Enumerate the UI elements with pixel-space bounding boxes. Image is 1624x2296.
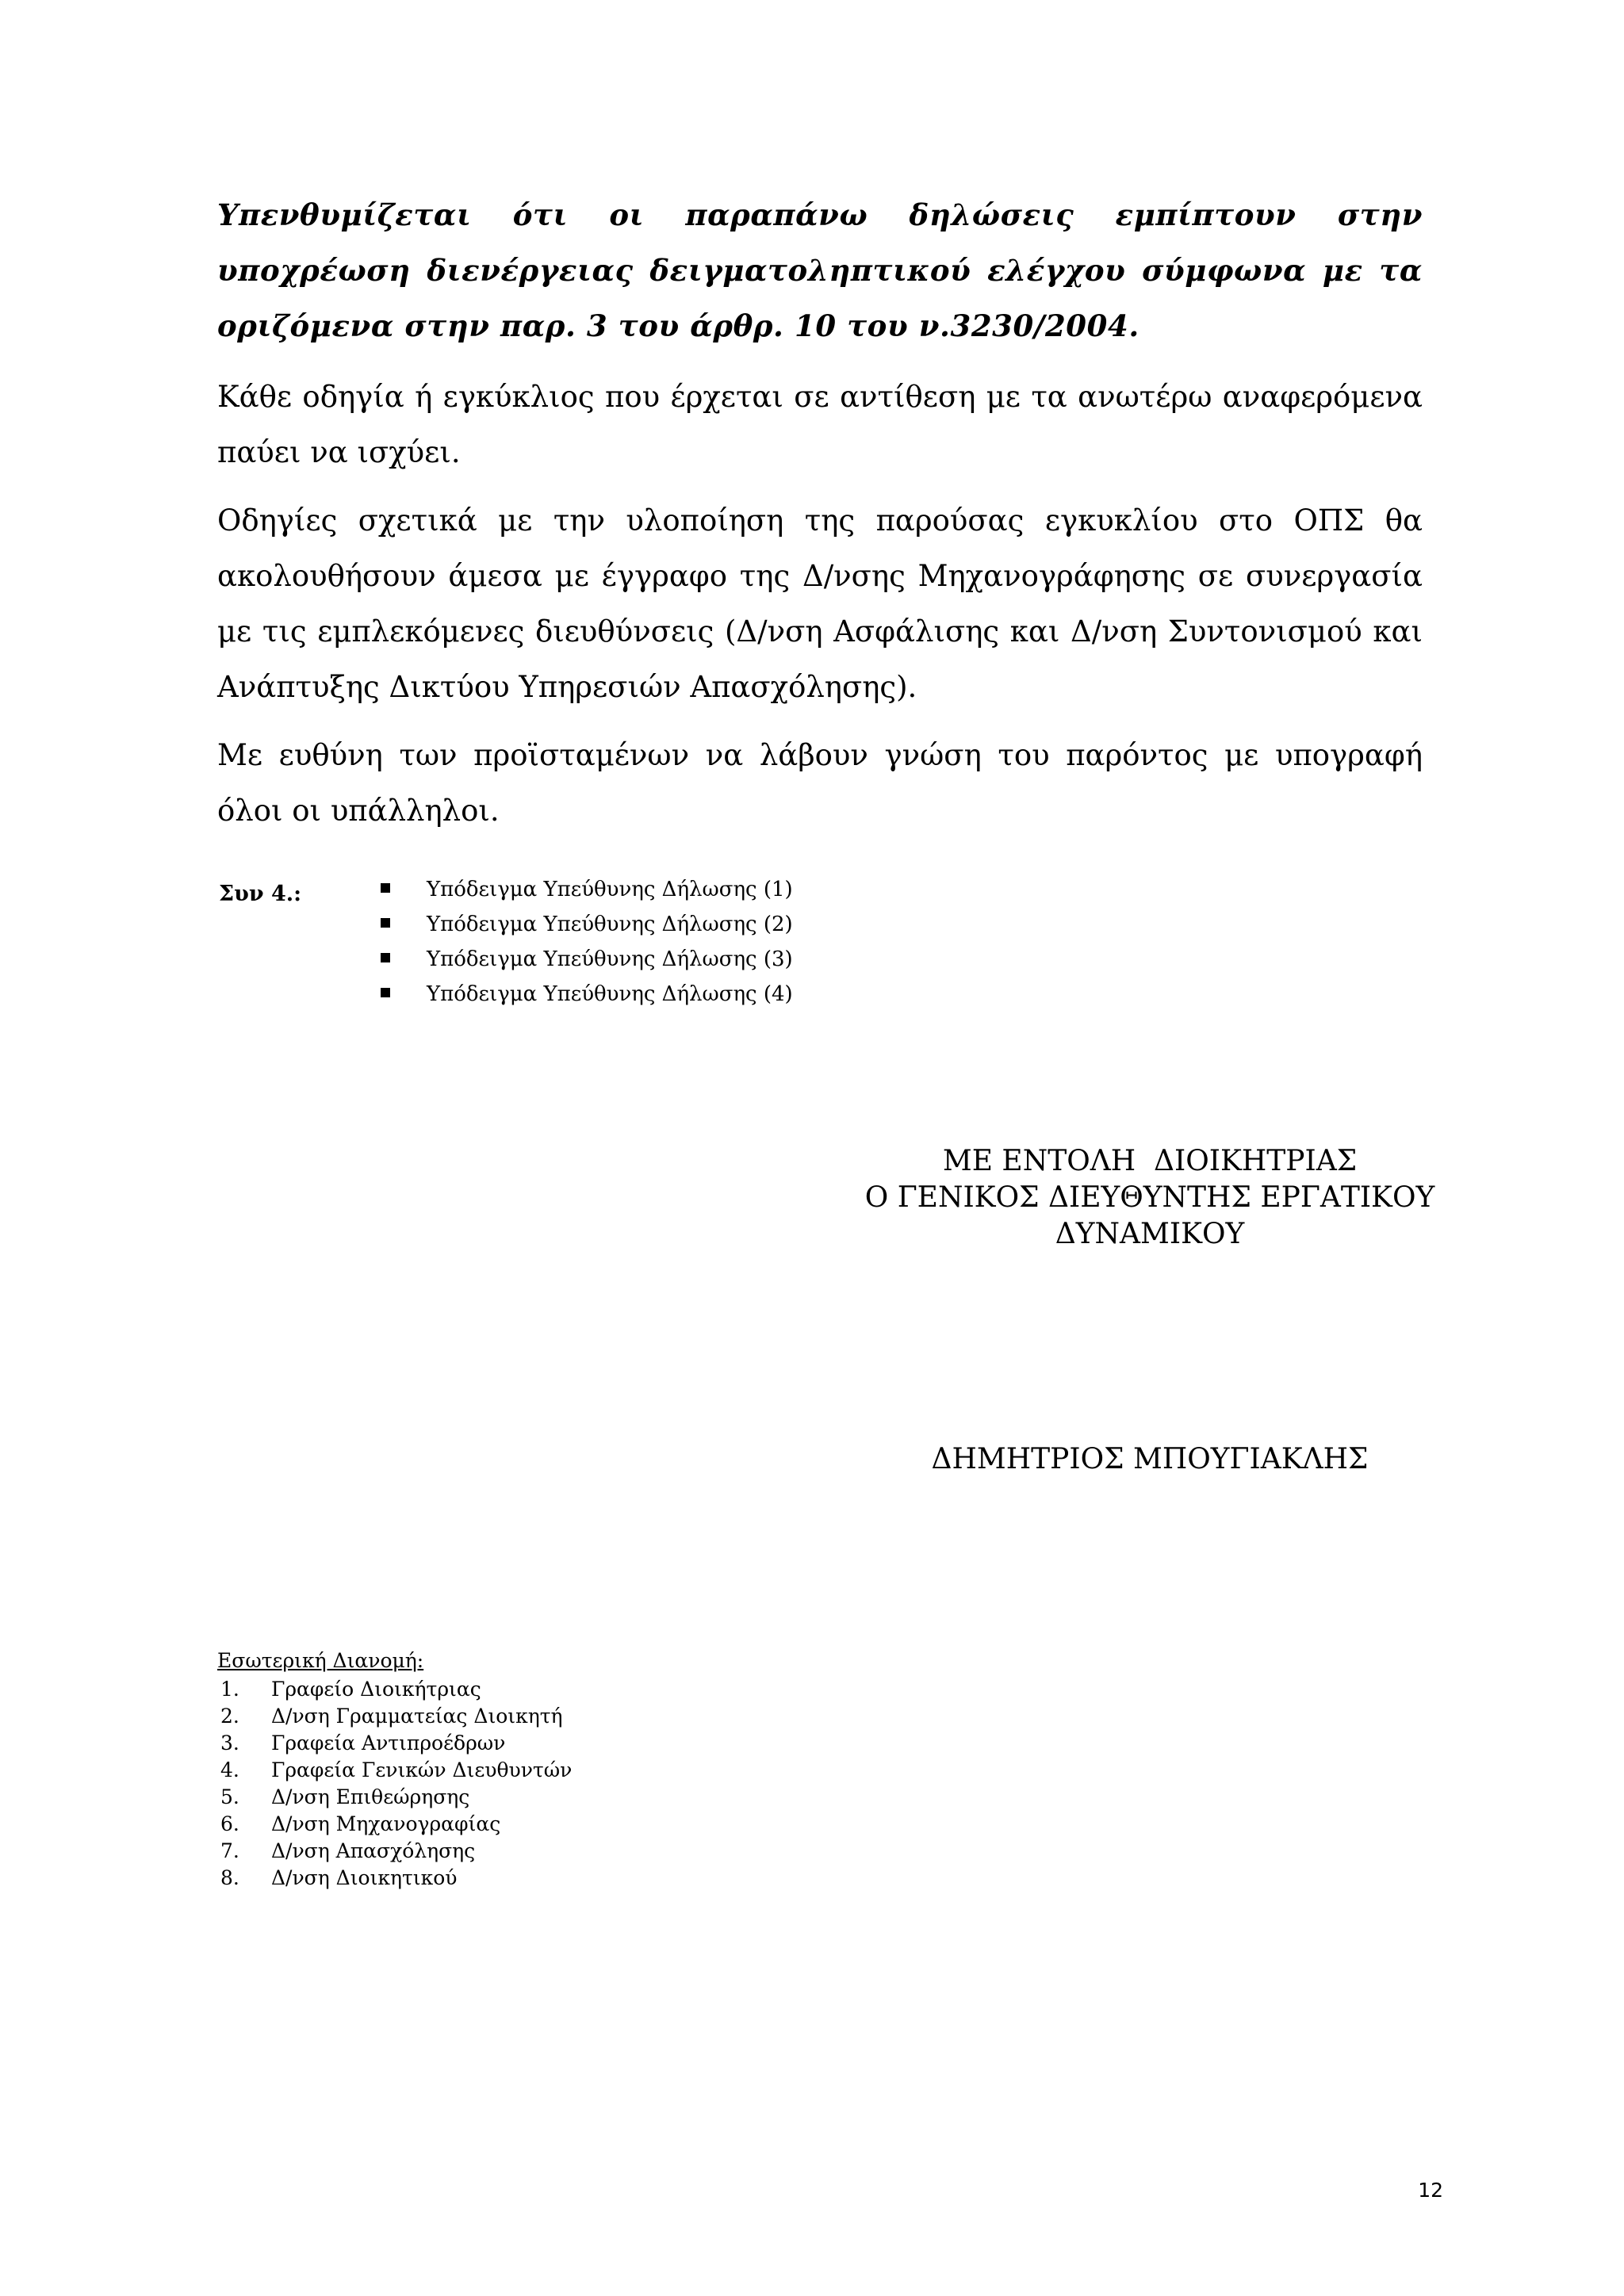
distribution-number: 7. bbox=[220, 1839, 239, 1862]
distribution-number: 8. bbox=[220, 1866, 239, 1889]
square-bullet-icon bbox=[381, 988, 390, 997]
annulment-paragraph: Κάθε οδηγία ή εγκύκλιος που έρχεται σε αντίθεση με τα ανωτέρω αναφερόμενα παύει να ισχύει. bbox=[217, 380, 1423, 469]
distribution-recipient: Δ/νση Μηχανογραφίας bbox=[271, 1812, 501, 1835]
signer-name: ΔΗΜΗΤΡΙΟΣ ΜΠΟΥΓΙΑΚΛΗΣ bbox=[931, 1443, 1369, 1475]
signature-line-order: ΜΕ ΕΝΤΟΛΗ ΔΙΟΙΚΗΤΡΙΑΣ bbox=[942, 1145, 1358, 1177]
signature-line-title: Ο ΓΕΝΙΚΟΣ ΔΙΕΥΘΥΝΤΗΣ ΕΡΓΑΤΙΚΟΥ bbox=[864, 1181, 1435, 1214]
distribution-title: Εσωτερική Διανομή: bbox=[217, 1649, 424, 1672]
distribution-recipient: Γραφεία Γενικών Διευθυντών bbox=[271, 1758, 573, 1781]
distribution-number: 2. bbox=[220, 1705, 239, 1728]
distribution-recipient: Δ/νση Διοικητικού bbox=[271, 1866, 458, 1889]
distribution-number: 4. bbox=[220, 1758, 239, 1781]
distribution-number: 3. bbox=[220, 1732, 239, 1755]
distribution-number: 1. bbox=[220, 1678, 239, 1701]
attachment-label: Υπόδειγμα Υπεύθυνης Δήλωσης (1) bbox=[427, 878, 793, 901]
reminder-paragraph: Υπενθυμίζεται ότι οι παραπάνω δηλώσεις εμπίπτουν στην υποχρέωση διενέργειας δειγματοληπτικού ελέγχου σύμφωνα με τα οριζόμενα στην παρ. 3 του άρθρ. 10 του ν.3230/2004. bbox=[217, 197, 1423, 343]
distribution-number: 6. bbox=[220, 1812, 239, 1835]
attachments-label: Συν 4.: bbox=[219, 882, 302, 906]
square-bullet-icon bbox=[381, 918, 390, 928]
distribution-recipient: Δ/νση Επιθεώρησης bbox=[271, 1785, 470, 1808]
signature-line-title-cont: ΔΥΝΑΜΙΚΟΥ bbox=[1055, 1218, 1245, 1250]
distribution-number: 5. bbox=[220, 1785, 239, 1808]
distribution-recipient: Γραφείο Διοικήτριας bbox=[271, 1678, 481, 1701]
implementation-paragraph: Οδηγίες σχετικά με την υλοποίηση της παρούσας εγκυκλίου στο ΟΠΣ θα ακολουθήσουν άμεσα με έγγραφο της Δ/νσης Μηχανογράφησης σε συνεργασία με τις εμπλεκόμενες διευθύνσεις (Δ/νση Ασφάλισης και Δ/νση Συντονισμού και Ανάπτυξης Δικτύου Υπηρεσιών Απασχόλησης). bbox=[217, 503, 1423, 704]
distribution-recipient: Δ/νση Γραμματείας Διοικητή bbox=[271, 1705, 563, 1728]
page-number: 12 bbox=[1418, 2179, 1443, 2202]
square-bullet-icon bbox=[381, 953, 390, 962]
distribution-recipient: Γραφεία Αντιπροέδρων bbox=[271, 1732, 506, 1755]
distribution-recipient: Δ/νση Απασχόλησης bbox=[271, 1839, 476, 1862]
attachment-label: Υπόδειγμα Υπεύθυνης Δήλωσης (4) bbox=[427, 982, 793, 1006]
attachment-label: Υπόδειγμα Υπεύθυνης Δήλωσης (2) bbox=[427, 913, 793, 936]
responsibility-paragraph: Με ευθύνη των προϊσταμένων να λάβουν γνώση του παρόντος με υπογραφή όλοι οι υπάλληλοι. bbox=[217, 738, 1423, 828]
attachment-label: Υπόδειγμα Υπεύθυνης Δήλωσης (3) bbox=[427, 947, 793, 971]
square-bullet-icon bbox=[381, 883, 390, 893]
